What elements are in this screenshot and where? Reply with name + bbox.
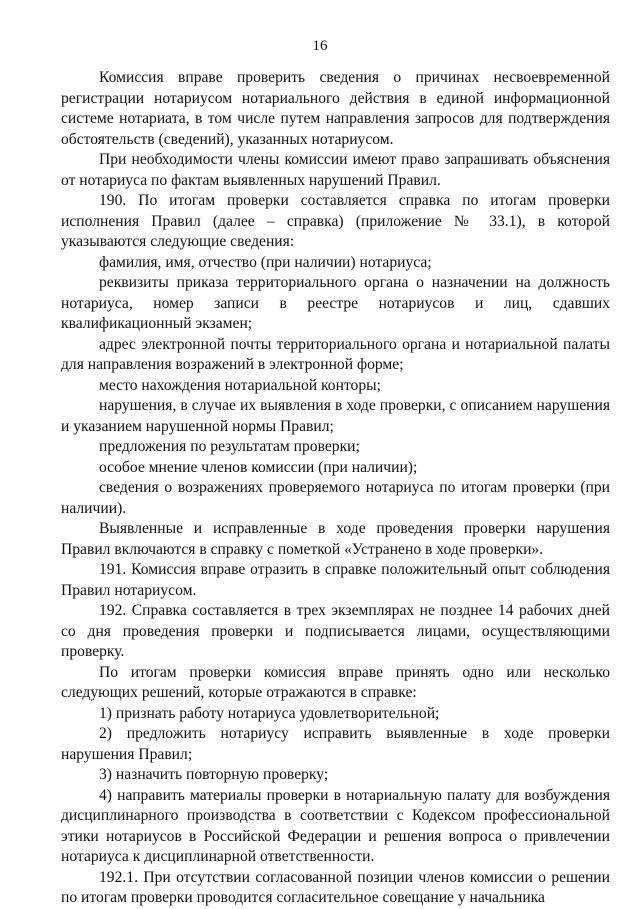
document-body xyxy=(61,68,610,909)
paragraph: 191. Комиссия вправе отразить в справке положительный опыт соблюдения Правил нотариусом. xyxy=(61,561,610,599)
paragraph: 192.1. При отсутствии согласованной позиции членов комиссии о решении по итогам проверки проводится согласительное совещание у начальника xyxy=(61,868,610,906)
paragraph: Выявленные и исправленные в ходе проведения проверки нарушения Правил включаются в справку с пометкой «Устранено в ходе проверки». xyxy=(61,520,610,558)
paragraph: особое мнение членов комиссии (при наличии); xyxy=(99,458,418,476)
paragraph: По итогам проверки комиссия вправе принять одно или несколько следующих решений, которые отражаются в справке: xyxy=(61,663,610,701)
paragraph: место нахождения нотариальной конторы; xyxy=(99,376,381,394)
paragraph: реквизиты приказа территориального органа о назначении на должность нотариуса, номер записи в реестре нотариусов и лиц, сдавших квалификационный экзамен; xyxy=(61,274,610,332)
paragraph: 2) предложить нотариусу исправить выявленные в ходе проверки нарушения Правил; xyxy=(61,725,610,763)
paragraph: Комиссия вправе проверить сведения о причинах несвоевременной регистрации нотариусом нотариального действия в единой информационной системе нотариата, в том числе путем направления запросов для подтверждения обстоятельств (сведений), указанных нотариусом. xyxy=(61,69,610,148)
paragraph: нарушения, в случае их выявления в ходе проверки, с описанием нарушения и указанием нарушенной нормы Правил; xyxy=(61,397,610,435)
paragraph: 4) направить материалы проверки в нотариальную палату для возбуждения дисциплинарного производства в соответствии с Кодексом профессиональной этики нотариусов в Российской Федерации и решения вопроса о привлечении нотариуса к дисциплинарной ответственности. xyxy=(61,786,610,865)
paragraph: 1) признать работу нотариуса удовлетворительной; xyxy=(99,704,440,722)
paragraph: сведения о возражениях проверяемого нотариуса по итогам проверки (при наличии). xyxy=(61,479,610,517)
paragraph: 190. По итогам проверки составляется справка по итогам проверки исполнения Правил (далее – справка) (приложение № 33.1), в которой указываются следующие сведения: xyxy=(61,192,610,250)
paragraph: 3) назначить повторную проверку; xyxy=(99,766,329,783)
paragraph: 192. Справка составляется в трех экземплярах не позднее 14 рабочих дней со дня проведения проверки и подписывается лицами, осуществляющими проверку. xyxy=(61,602,610,660)
paragraph: адрес электронной почты территориального органа и нотариальной палаты для направления возражений в электронной форме; xyxy=(61,335,610,373)
page-number: 16 xyxy=(312,38,328,54)
paragraph: фамилия, имя, отчество (при наличии) нотариуса; xyxy=(99,253,432,271)
paragraph: При необходимости члены комиссии имеют право запрашивать объяснения от нотариуса по фактам выявленных нарушений Правил. xyxy=(61,151,610,189)
paragraph: предложения по результатам проверки; xyxy=(99,438,360,455)
